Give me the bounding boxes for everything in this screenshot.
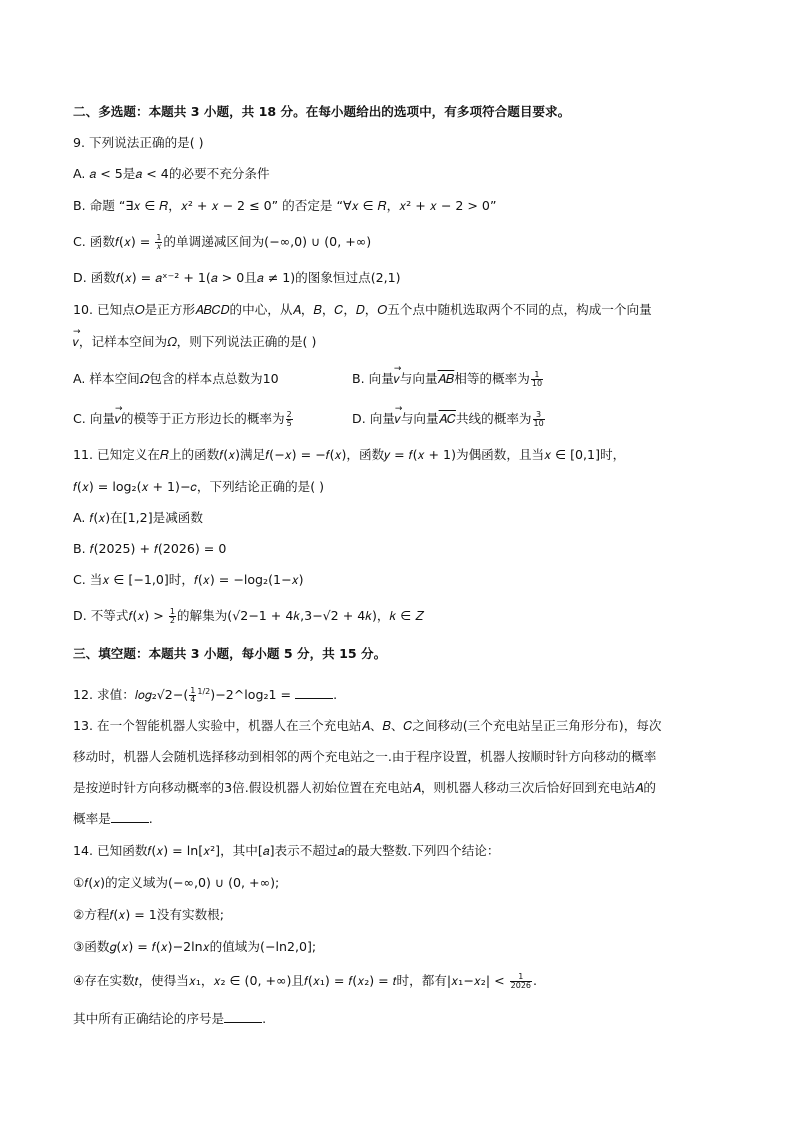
question-10-option-b	[352, 370, 544, 388]
q12-fraction	[189, 687, 196, 704]
q10b-prefix: B. 向量	[352, 371, 394, 386]
q10b-vector-ab: 𝐴𝐵	[437, 371, 455, 386]
q10d-fraction	[533, 411, 545, 428]
q10c-num: 2	[286, 410, 292, 419]
q9c-den: 𝑥	[156, 242, 162, 251]
q14c4-den: 2026	[510, 981, 531, 990]
q11d-den: 2	[169, 616, 175, 625]
question-10-option-d	[352, 410, 546, 428]
q10c-fraction	[286, 411, 293, 428]
question-9-option-a: A. 𝑎 < 5是𝑎 < 4的必要不充分条件	[73, 166, 270, 181]
q14-footer-text: 其中所有正确结论的序号是	[73, 1011, 225, 1026]
q12-answer-blank[interactable]	[295, 686, 333, 699]
q9c-prefix: C. 函数𝑓(𝑥) =	[73, 234, 155, 249]
q10d-vector-v: → 𝑣	[395, 410, 401, 428]
question-13-line1: 13. 在一个智能机器人实验中，机器人在三个充电站𝐴、𝐵、𝐶之间移动(三个充电站呈正三角形分布)，每次	[73, 718, 662, 733]
q14-answer-blank[interactable]	[224, 1010, 262, 1023]
q14-period: .	[262, 1011, 267, 1026]
q10b-num: 1	[531, 371, 543, 380]
q10-vector-v: → 𝑣	[73, 333, 79, 351]
question-11-stem-line1: 11. 已知定义在𝑅上的函数𝑓(𝑥)满足𝑓(−𝑥) = −𝑓(𝑥)，函数𝑦 = 𝑓(𝑥 + 1)为偶函数，且当𝑥 ∈ [0,1]时，	[73, 447, 626, 462]
question-14-footer	[73, 1010, 266, 1028]
q14c4-fraction	[510, 973, 532, 990]
q10b-vector-v: → 𝑣	[394, 370, 400, 388]
q9c-num: 1	[156, 233, 162, 242]
q10d-suffix: 共线的概率为	[455, 411, 532, 426]
question-11-option-b: B. 𝑓(2025) + 𝑓(2026) = 0	[73, 541, 227, 556]
section-header-multiple-choice: 二、多选题：本题共 3 小题，共 18 分。在每小题给出的选项中，有多项符合题目要求。	[73, 104, 571, 119]
q10b-suffix: 相等的概率为	[454, 371, 530, 386]
q11d-prefix: D. 不等式𝑓(𝑥) >	[73, 608, 168, 623]
q10c-vector-v: → 𝑣	[115, 410, 121, 428]
q10b-fraction	[531, 371, 543, 388]
q14c4-suffix: .	[533, 973, 538, 988]
q14c4-num: 1	[510, 973, 532, 982]
q13-answer-blank[interactable]	[111, 810, 149, 823]
q11d-fraction	[169, 608, 176, 625]
q13-text: 概率是	[73, 811, 111, 826]
question-10-stem-line2	[73, 333, 316, 351]
question-11-option-c: C. 当𝑥 ∈ [−1,0]时，𝑓(𝑥) = −log₂(1−𝑥)	[73, 572, 304, 587]
q9c-fraction	[155, 234, 162, 251]
q12-prefix: 12. 求值：𝑙𝑜𝑔₂√2−(	[73, 687, 189, 703]
q13-period: .	[148, 811, 153, 826]
q10b-mid: 与向量	[399, 371, 438, 386]
q10b-den: 10	[531, 379, 543, 388]
q9c-suffix: 的单调递减区间为(−∞,0) ∪ (0, +∞)	[163, 234, 372, 249]
q10d-den: 10	[533, 419, 544, 428]
question-14-conclusion-3: ③函数𝑔(𝑥) = 𝑓(𝑥)−2ln𝑥的值域为(−ln2,0];	[73, 939, 317, 954]
question-13-line3: 是按逆时针方向移动概率的3倍.假设机器人初始位置在充电站𝐴，则机器人移动三次后恰好回到充电站𝐴的	[73, 780, 656, 795]
question-11-option-a: A. 𝑓(𝑥)在[1,2]是减函数	[73, 510, 203, 525]
question-11-stem-line2: 𝑓(𝑥) = log₂(𝑥 + 1)−𝑐，下列结论正确的是( )	[73, 479, 325, 494]
q12-suffix: )−2^log₂1 =	[210, 687, 296, 703]
q11d-num: 1	[169, 607, 175, 616]
question-9-option-b: B. 命题 “∃𝑥 ∈ 𝑅，𝑥² + 𝑥 − 2 ≤ 0” 的否定是 “∀𝑥 ∈ 𝑅，𝑥² + 𝑥 − 2 > 0”	[73, 198, 497, 213]
q10d-num: 3	[533, 411, 545, 420]
q10-stem2-text: ，记样本空间为𝛺，则下列说法正确的是( )	[78, 334, 317, 349]
q11d-suffix: 的解集为(√2−1 + 4𝑘,3−√2 + 4𝑘)，𝑘 ∈ 𝑍	[176, 608, 423, 623]
question-9-option-d: D. 函数𝑓(𝑥) = 𝑎ˣ⁻² + 1(𝑎 > 0且𝑎 ≠ 1)的图象恒过点(2,1)	[73, 270, 401, 285]
question-14-conclusion-1: ①𝑓(𝑥)的定义域为(−∞,0) ∪ (0, +∞);	[73, 875, 280, 890]
q10c-den: 5	[286, 419, 292, 428]
question-10-stem-line1: 10. 已知点𝑂是正方形𝐴𝐵𝐶𝐷的中心，从𝐴，𝐵，𝐶，𝐷，𝑂五个点中随机选取两个不同的点，构成一个向量	[73, 302, 652, 317]
question-14-conclusion-4	[73, 972, 537, 990]
q10c-prefix: C. 向量	[73, 411, 115, 426]
question-14-conclusion-2: ②方程𝑓(𝑥) = 1没有实数根;	[73, 907, 225, 922]
section-header-fill-blank: 三、填空题：本题共 3 小题，每小题 5 分，共 15 分。	[73, 646, 387, 661]
q12-period: .	[333, 687, 338, 703]
question-14-stem: 14. 已知函数𝑓(𝑥) = ln[𝑥²]，其中[𝑎]表示不超过𝑎的最大整数.下列四个结论：	[73, 843, 500, 858]
q10d-mid: 与向量	[400, 411, 439, 426]
q14c4-prefix: ④存在实数𝑡，使得当𝑥₁，𝑥₂ ∈ (0, +∞)且𝑓(𝑥₁) = 𝑓(𝑥₂) = 𝑡时，都有|𝑥₁−𝑥₂| <	[73, 973, 509, 988]
q12-exponent: 1/2	[197, 687, 211, 696]
question-12	[73, 683, 337, 704]
question-9-option-c	[73, 233, 371, 251]
q10d-prefix: D. 向量	[352, 411, 395, 426]
question-9-stem: 9. 下列说法正确的是( )	[73, 135, 204, 150]
question-10-option-c	[73, 410, 294, 428]
q12-num: 1	[190, 686, 196, 696]
question-10-option-a: A. 样本空间𝛺包含的样本点总数为10	[73, 371, 279, 386]
question-11-option-d	[73, 607, 423, 625]
q12-den: 4	[190, 695, 196, 705]
q10c-suffix: 的模等于正方形边长的概率为	[120, 411, 285, 426]
question-13-line4	[73, 810, 153, 828]
question-13-line2: 移动时，机器人会随机选择移动到相邻的两个充电站之一.由于程序设置，机器人按顺时针方向移动的概率	[73, 749, 657, 764]
q10d-vector-ac: 𝐴𝐶	[438, 411, 456, 426]
